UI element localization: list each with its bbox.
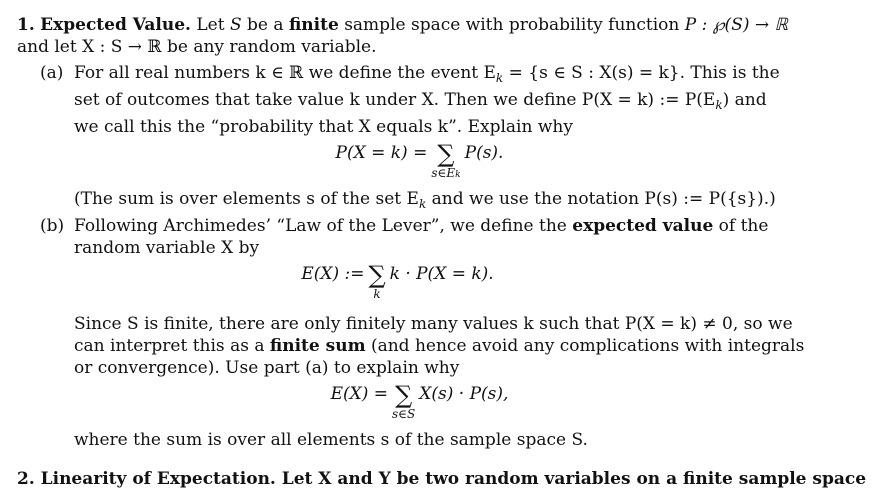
- eq-a-left: P(X = k) =: [335, 143, 428, 163]
- expected-value-bold: expected value: [572, 216, 714, 236]
- eq-a-right: P(s).: [464, 143, 504, 163]
- problem-1: [17, 14, 862, 451]
- problem-2-heading-partial: 2. Linearity of Expectation. Let X and Y be two random variables on a finite sample space: [17, 469, 867, 489]
- part-b-closing: where the sum is over all elements s of the sample space S.: [74, 430, 588, 450]
- p2-line3: or convergence). Use part (a) to explain why: [74, 358, 460, 378]
- part-b-paragraph2: [17, 313, 862, 379]
- problem-title: Expected Value.: [40, 15, 191, 35]
- part-a-line1: For all real numbers k ∈ ℝ we define the event $E_k = \{s$ ∈ S : X(s) = k}. This is the: [74, 63, 780, 85]
- problem-1-intro-line2: and let X : S → ℝ be any random variable.: [17, 37, 377, 57]
- problem-number: 1.: [17, 15, 35, 35]
- eq-b2-sum-index: s∈S: [392, 407, 416, 421]
- sigma-symbol: ∑: [395, 381, 413, 409]
- sigma-symbol: ∑: [437, 140, 455, 168]
- sigma-symbol: ∑: [368, 261, 386, 289]
- problem-1-intro-line1: [17, 14, 862, 36]
- intro-text-c: sample space with probability function: [338, 15, 685, 35]
- part-a-note: (The sum is over elements s of the set $E_k$ and we use the notation P(s) := P({s}).): [74, 189, 776, 211]
- p2-line2: can interpret this as a finite sum (and hence avoid any complications with integrals: [74, 336, 805, 356]
- part-a-line2: set of outcomes that take value k under X. Then we define P(X = k) := $P(E_k)$ and: [74, 90, 767, 112]
- intro-math: P : ℘(S) → ℝ: [684, 15, 788, 35]
- intro-S: S: [229, 15, 242, 35]
- eq-b2-right: X(s) · P(s),: [419, 384, 509, 404]
- next-problem-cutoff: [17, 462, 867, 489]
- part-a-label: (a): [40, 63, 64, 83]
- part-a: [17, 62, 862, 138]
- part-b-line1: Following Archimedes’ “Law of the Lever”, we define the expected value of the: [74, 216, 769, 236]
- equation-b1: [17, 263, 862, 307]
- intro-text-b: be a: [241, 15, 289, 35]
- part-b-label: (b): [40, 216, 65, 236]
- intro-text-a: Let: [190, 15, 230, 35]
- eq-b1-sum: [368, 263, 385, 301]
- part-b-line2: random variable X by: [74, 238, 260, 258]
- equation-part-a: [17, 142, 862, 186]
- equation-b2: [17, 383, 862, 427]
- eq-b1-left: E(X) :=: [301, 264, 365, 284]
- eq-a-sum: [431, 142, 460, 182]
- eq-a-sum-index: s∈Ek: [431, 166, 461, 180]
- eq-b2-sum: [392, 383, 415, 421]
- part-a-line3: we call this the “probability that X equals k”. Explain why: [74, 117, 573, 137]
- part-b: [17, 215, 862, 259]
- eq-b1-sum-index: k: [373, 287, 381, 301]
- p2-line1: Since S is finite, there are only finitely many values k such that P(X = k) ≠ 0, so we: [74, 314, 793, 334]
- eq-b2-left: E(X) =: [330, 384, 389, 404]
- finite-sum-bold: finite sum: [269, 336, 366, 356]
- intro-finite: finite: [288, 15, 339, 35]
- eq-b1-right: k · P(X = k).: [389, 264, 494, 284]
